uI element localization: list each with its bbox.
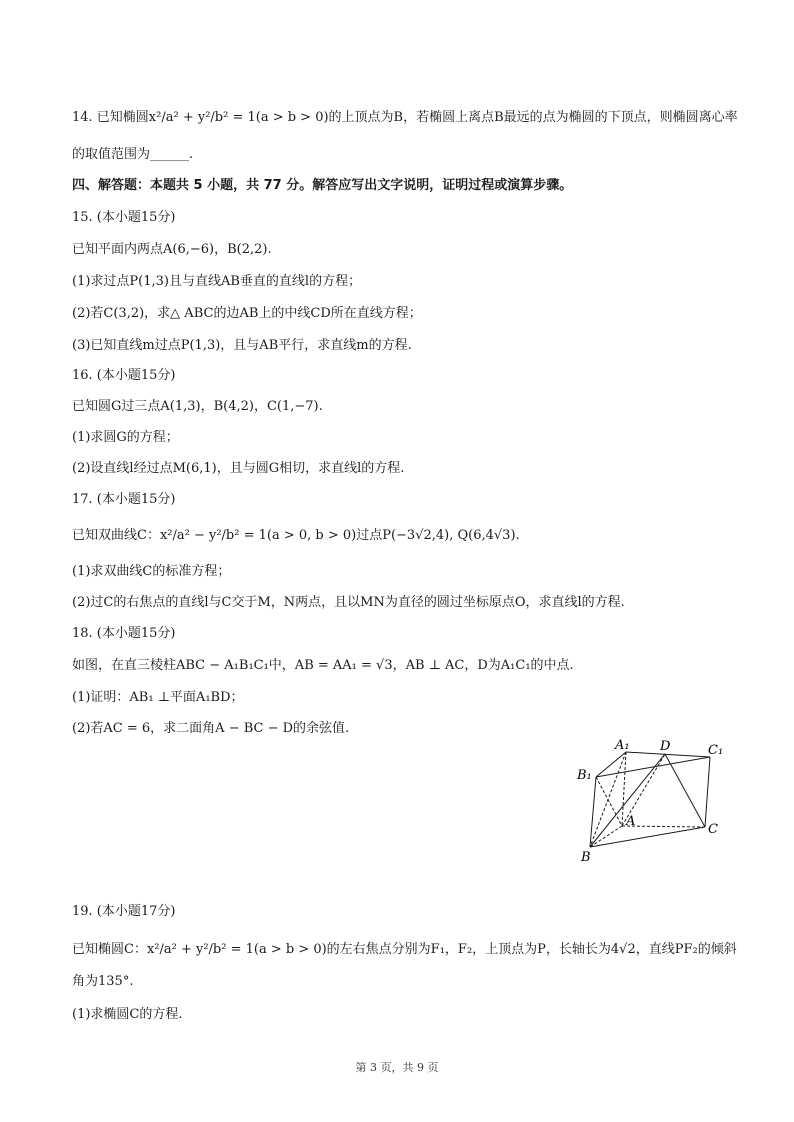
- label-a1: A₁: [615, 738, 630, 753]
- edge-c1-c: [705, 757, 710, 827]
- q15-part2: (2)若C(3,2)，求△ ABC的边AB上的中线CD所在直线方程；: [72, 306, 422, 321]
- page-footer: 第 3 页，共 9 页: [355, 1061, 439, 1074]
- q19-stem-2: 角为135°.: [72, 974, 134, 989]
- q18-part2: (2)若AC = 6，求二面角A − BC − D的余弦值.: [72, 721, 350, 736]
- q18-title: 18. (本小题15分): [72, 626, 176, 641]
- edge-d-c: [665, 754, 705, 827]
- label-c1: C₁: [708, 743, 724, 758]
- q19-stem-1: 已知椭圆C：x²/a² + y²/b² = 1(a > b > 0)的左右焦点分别为F₁，F₂，上顶点为P，长轴长为4√2，直线PF₂的倾斜: [72, 942, 737, 957]
- edge-a1-b: [590, 752, 626, 847]
- edge-b1-a: [596, 777, 622, 826]
- q15-part1: (1)求过点P(1,3)且与直线AB垂直的直线l的方程；: [72, 274, 362, 289]
- label-b1: B₁: [577, 768, 592, 783]
- q15-part3: (3)已知直线m过点P(1,3)，且与AB平行，求直线m的方程.: [72, 338, 412, 353]
- q14-line1: 14. 已知椭圆x²/a² + y²/b² = 1(a > b > 0)的上顶点为B，若椭圆上离点B最远的点为椭圆的下顶点，则椭圆离心率: [72, 110, 738, 125]
- edge-b1-a1: [596, 752, 626, 777]
- q17-part1: (1)求双曲线C的标准方程；: [72, 564, 231, 579]
- q14-line2: 的取值范围为______.: [72, 147, 194, 162]
- label-a: A: [626, 814, 636, 829]
- q17-stem: 已知双曲线C：x²/a² − y²/b² = 1(a > 0, b > 0)过点P(−3√2,4), Q(6,4√3).: [72, 528, 520, 543]
- q16-part2: (2)设直线l经过点M(6,1)，且与圆G相切，求直线l的方程.: [72, 461, 405, 476]
- q17-part2: (2)过C的右焦点的直线l与C交于M，N两点，且以MN为直径的圆过坐标原点O，求直线l的方程.: [72, 595, 625, 610]
- q16-part1: (1)求圆G的方程；: [72, 430, 179, 445]
- q19-title: 19. (本小题17分): [72, 904, 176, 919]
- q19-part1: (1)求椭圆C的方程.: [72, 1007, 183, 1022]
- q18-part1: (1)证明：AB₁ ⊥平面A₁BD；: [72, 690, 244, 705]
- label-b: B: [581, 850, 591, 865]
- q16-stem: 已知圆G过三点A(1,3)，B(4,2)，C(1,−7).: [72, 399, 323, 414]
- label-c: C: [708, 822, 718, 837]
- q15-title: 15. (本小题15分): [72, 210, 176, 225]
- section-heading: 四、解答题：本题共 5 小题，共 77 分。解答应写出文字说明，证明过程或演算步骤。: [72, 178, 573, 193]
- label-d: D: [660, 739, 671, 754]
- edge-b-c: [590, 827, 705, 847]
- prism-figure: [570, 735, 730, 865]
- q17-title: 17. (本小题15分): [72, 492, 176, 507]
- q15-stem: 已知平面内两点A(6,−6)，B(2,2).: [72, 242, 272, 257]
- q16-title: 16. (本小题15分): [72, 368, 176, 383]
- q18-stem: 如图，在直三棱柱ABC − A₁B₁C₁中，AB = AA₁ = √3，AB ⊥ AC，D为A₁C₁的中点.: [72, 658, 574, 673]
- edge-b-d: [590, 754, 665, 847]
- edge-b1-b: [590, 777, 596, 847]
